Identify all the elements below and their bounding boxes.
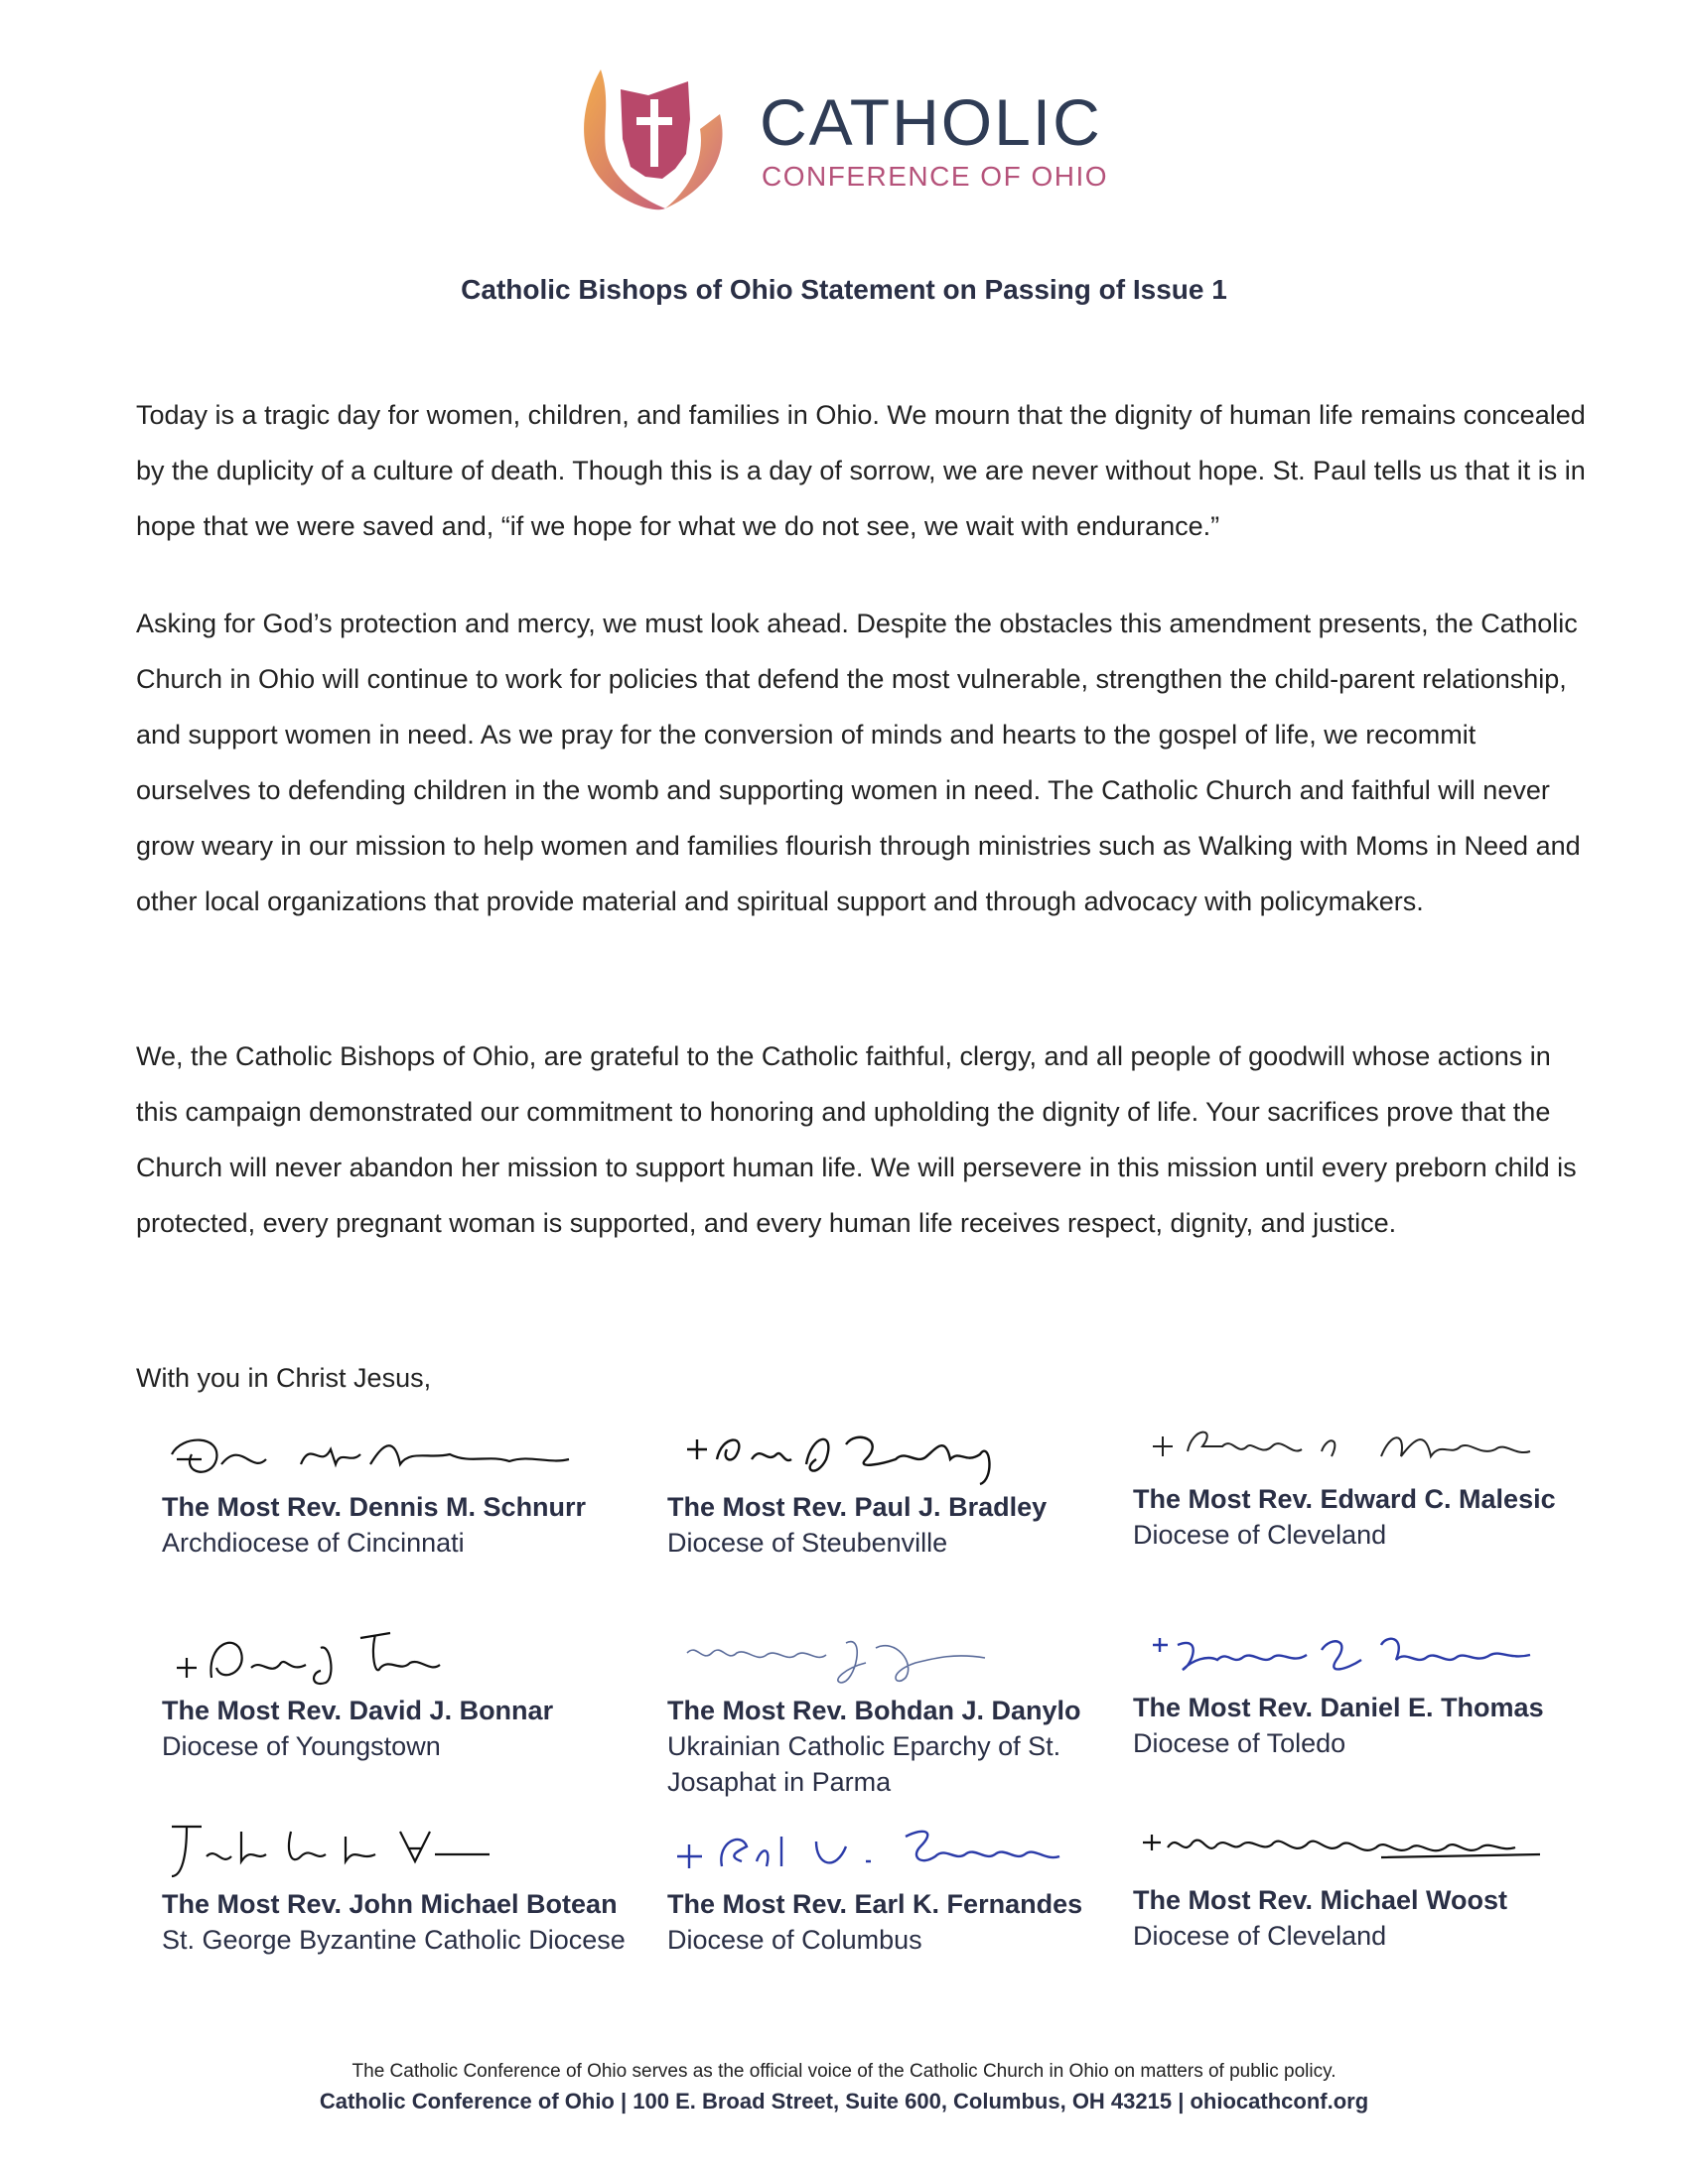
signatory-diocese: Diocese of Youngstown bbox=[162, 1731, 441, 1761]
logo-title: CATHOLIC bbox=[760, 85, 1102, 159]
footer-mission-statement: The Catholic Conference of Ohio serves as the official voice of the Catholic Church in Ohio on matters of public policy. bbox=[352, 2061, 1336, 2082]
handwritten-signature bbox=[1133, 1813, 1570, 1882]
signature-block bbox=[162, 1817, 629, 1958]
signatory-diocese: Diocese of Columbus bbox=[667, 1925, 922, 1955]
signature-block bbox=[162, 1623, 629, 1764]
signature-block bbox=[1133, 1620, 1600, 1761]
handwritten-signature bbox=[162, 1623, 599, 1693]
signatory-diocese: Ukrainian Catholic Eparchy of St. Josaphat in Parma bbox=[667, 1731, 1061, 1797]
signature-block bbox=[667, 1420, 1134, 1561]
paragraph-3: We, the Catholic Bishops of Ohio, are grateful to the Catholic faithful, clergy, and all people of goodwill whose actions in this campaign demonstrated our commitment to honoring and upholding the dignity of life. Your sacrifices prove that the Church will never abandon her mission to support human life. We will persevere in this mission until every preborn child is protected, every pregnant woman is supported, and every human life receives respect, dignity, and justice. bbox=[136, 1041, 1577, 1238]
handwritten-signature bbox=[1133, 1412, 1570, 1481]
signatory-name: The Most Rev. Michael Woost bbox=[1133, 1885, 1508, 1915]
handwritten-signature bbox=[667, 1623, 1104, 1693]
signatory-diocese: Diocese of Cleveland bbox=[1133, 1520, 1387, 1550]
signatory-name: The Most Rev. John Michael Botean bbox=[162, 1889, 618, 1919]
signatory-name: The Most Rev. Earl K. Fernandes bbox=[667, 1889, 1083, 1919]
signatory-name: The Most Rev. Bohdan J. Danylo bbox=[667, 1696, 1081, 1725]
handwritten-signature bbox=[162, 1817, 599, 1886]
signature-block bbox=[162, 1420, 629, 1561]
signature-block bbox=[667, 1817, 1134, 1958]
signatory-name: The Most Rev. Dennis M. Schnurr bbox=[162, 1492, 587, 1522]
signatory-name: The Most Rev. Paul J. Bradley bbox=[667, 1492, 1048, 1522]
signatory-name: The Most Rev. David J. Bonnar bbox=[162, 1696, 554, 1725]
statement-title: Catholic Bishops of Ohio Statement on Passing of Issue 1 bbox=[461, 274, 1227, 305]
ohio-flame-cross-icon bbox=[571, 60, 730, 218]
logo-subtitle: CONFERENCE OF OHIO bbox=[762, 161, 1109, 192]
signatory-diocese: Diocese of Cleveland bbox=[1133, 1921, 1387, 1951]
signature-block bbox=[1133, 1412, 1600, 1553]
signatory-diocese: Archdiocese of Cincinnati bbox=[162, 1528, 465, 1558]
paragraph-1: Today is a tragic day for women, children, and families in Ohio. We mourn that the dignity of human life remains concealed by the duplicity of a culture of death. Though this is a day of sorrow, we are never without hope. St. Paul tells us that it is in hope that we were saved and, “if we hope for what we do not see, we wait with endurance.” bbox=[136, 400, 1586, 541]
handwritten-signature bbox=[1133, 1620, 1570, 1690]
closing-line: With you in Christ Jesus, bbox=[136, 1363, 432, 1393]
signatory-diocese: St. George Byzantine Catholic Diocese bbox=[162, 1925, 626, 1955]
handwritten-signature bbox=[667, 1420, 1104, 1489]
signatory-diocese: Diocese of Toledo bbox=[1133, 1728, 1346, 1758]
signatory-diocese: Diocese of Steubenville bbox=[667, 1528, 948, 1558]
handwritten-signature bbox=[667, 1817, 1104, 1886]
signature-block bbox=[1133, 1813, 1600, 1954]
handwritten-signature bbox=[162, 1420, 599, 1489]
signature-block bbox=[667, 1623, 1134, 1800]
signatory-name: The Most Rev. Daniel E. Thomas bbox=[1133, 1693, 1544, 1722]
conference-logo bbox=[571, 60, 1127, 218]
signatory-name: The Most Rev. Edward C. Malesic bbox=[1133, 1484, 1556, 1514]
footer-contact-line: Catholic Conference of Ohio | 100 E. Broad Street, Suite 600, Columbus, OH 43215 | ohiocathconf.org bbox=[319, 2089, 1369, 2114]
paragraph-2: Asking for God’s protection and mercy, we must look ahead. Despite the obstacles this amendment presents, the Catholic Church in Ohio will continue to work for policies that defend the most vulnerable, strengthen the child-parent relationship, and support women in need. As we pray for the conversion of minds and hearts to the gospel of life, we recommit ourselves to defending children in the womb and supporting women in need. The Catholic Church and faithful will never grow weary in our mission to help women and families flourish through ministries such as Walking with Moms in Need and other local organizations that provide material and spiritual support and through advocacy with policymakers. bbox=[136, 609, 1581, 916]
